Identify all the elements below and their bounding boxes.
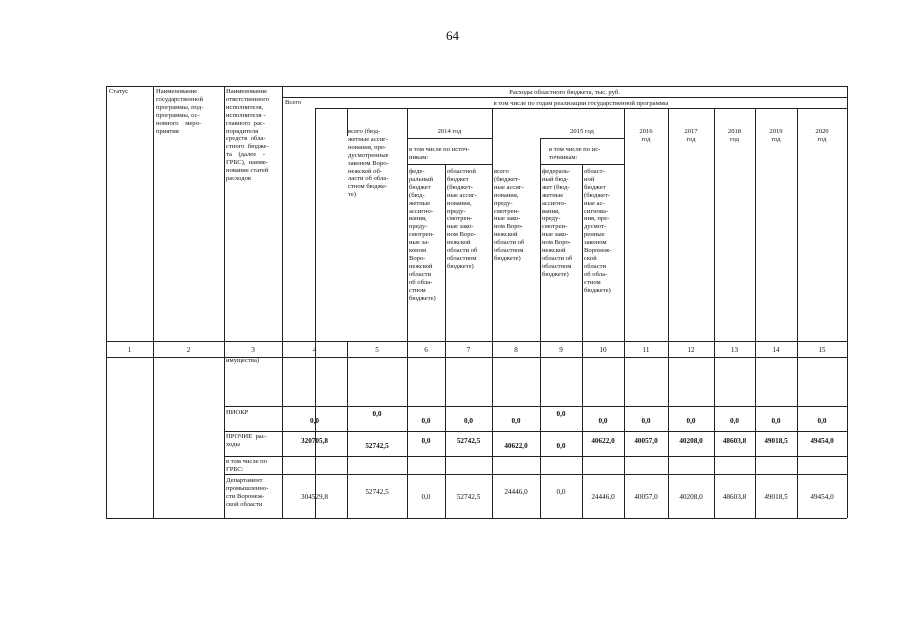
row-value: 0,0 <box>556 488 566 496</box>
colnum-10: 10 <box>599 346 607 354</box>
rule-v-9 <box>540 138 541 518</box>
row-value: 52742,5 <box>365 488 389 496</box>
colnum-4: 4 <box>312 346 317 354</box>
row-value: 0,0 <box>310 417 319 425</box>
header-expenses-title: Расходы областного бюджета, тыс. руб. <box>509 89 620 96</box>
row-value: 0,0 <box>641 417 651 425</box>
row-value: 0,0 <box>730 417 739 425</box>
row-value: 0,0 <box>421 417 431 425</box>
rule-row4 <box>224 474 847 475</box>
row-value: 40622,0 <box>591 437 615 445</box>
header-2020: 2020 год <box>815 128 829 143</box>
row-value: 48603,8 <box>722 437 747 445</box>
row-value: 40208,0 <box>679 493 703 501</box>
header-2015: 2015 год <box>570 128 594 135</box>
rule-top <box>106 86 847 87</box>
row-value: 49018,5 <box>764 437 788 445</box>
header-2017: 2017 год <box>684 128 698 143</box>
colnum-5: 5 <box>375 346 379 354</box>
header-federal-2015: федераль- ный бюд- жет (бюд- жетные ассигно- вания, преду- смотрен- ные зако- ном Воро- нежской области об областном бюджете) <box>542 168 573 278</box>
header-total: Всего <box>285 99 302 106</box>
colnum-15: 15 <box>818 346 826 354</box>
header-2015-all: всего (бюджет- ные ассиг- нования, преду- смотрен- ные зако- ном Воро- нежской области об областном бюджете) <box>494 168 525 262</box>
rule-v-13 <box>714 108 715 518</box>
row-value: 40208,0 <box>679 437 703 445</box>
header-2019: 2019 год <box>769 128 783 143</box>
colnum-2: 2 <box>186 346 191 354</box>
row-value: 0,0 <box>686 417 696 425</box>
row-value: 24446,0 <box>591 493 615 501</box>
row-value: 0,0 <box>421 493 431 501</box>
colnum-13: 13 <box>730 346 739 354</box>
row-value: 52742,5 <box>456 437 481 445</box>
colnum-14: 14 <box>772 346 780 354</box>
header-2016: 2016 год <box>639 128 653 143</box>
rule-v-3 <box>282 86 283 518</box>
header-by-sources-2014: в том числе по источ- никам: <box>409 146 470 161</box>
rule-v-right <box>847 86 848 518</box>
header-status: Статус <box>109 88 129 95</box>
header-2014: 2014 год <box>437 128 462 135</box>
rule-years-bottom <box>315 108 847 109</box>
rule-v-4 <box>315 108 316 518</box>
rule-v-left <box>106 86 107 518</box>
row-value: 49454,0 <box>810 437 834 445</box>
rule-v-10 <box>582 164 583 518</box>
header-executor: Наименование ответственного исполнителя, исполнителя - главного рас- порядителя средств обла- стного бюдже- та (далее - ГРБС), наиме- нование статей расходов <box>226 88 270 182</box>
row-value: 0,0 <box>421 437 431 445</box>
row-value: 304529,8 <box>301 493 328 501</box>
colnum-11: 11 <box>642 346 650 354</box>
header-2018: 2018 год <box>727 128 742 143</box>
header-regional-2014: областной бюджет (бюджет- ные ассиг- нования, преду- смотрен- ные зако- ном Воро- нежской области об областном бюджете) <box>447 168 478 270</box>
header-by-sources-2015: в том числе по ис- точникам: <box>549 146 601 161</box>
rule-sources <box>407 164 492 165</box>
row-value: 0,0 <box>511 417 521 425</box>
row-value: 48603,8 <box>722 493 747 501</box>
row-value: 0,0 <box>372 410 382 418</box>
row-label: НИОКР <box>226 409 249 416</box>
rule-v-8 <box>492 108 493 518</box>
row-value: 0,0 <box>556 410 566 418</box>
rule-year-2014 <box>407 138 492 139</box>
row-value: 49454,0 <box>810 493 834 501</box>
rule-header-bottom <box>106 341 847 342</box>
rule-colnum-bottom <box>106 357 847 358</box>
row-value: 49018,5 <box>764 493 788 501</box>
colnum-1: 1 <box>127 346 132 354</box>
rule-v-6 <box>407 108 408 518</box>
row-label: в том числе по ГРБС: <box>226 458 268 473</box>
row-value: 40622,0 <box>504 442 528 450</box>
rule-v-12 <box>668 108 669 518</box>
rule-bottom <box>106 518 847 519</box>
row-value: 0,0 <box>771 417 781 425</box>
colnum-6: 6 <box>424 346 428 354</box>
rule-v-14 <box>755 108 756 518</box>
row-value: 0,0 <box>598 417 608 425</box>
row-value: 24446,0 <box>504 488 528 496</box>
colnum-8: 8 <box>514 346 518 354</box>
header-2014-all: всего (бюд- жетные ассиг- нования, пре- дусмотренные законом Воро- нежской об- ласти об обла- стном бюдже- те) <box>348 128 389 199</box>
rule-row1 <box>224 406 847 407</box>
header-regional-2015: област- ной бюджет (бюджет- ные ас- сигнова- ния, пре- дусмот- ренные законом Воронеж- ской области об обла- стном бюджете) <box>584 168 612 294</box>
rule-title-bottom <box>282 97 847 98</box>
rule-row2 <box>224 431 847 432</box>
page-number: 64 <box>446 28 459 43</box>
row-value: 0,0 <box>556 442 566 450</box>
colnum-3: 3 <box>251 346 255 354</box>
row-label: Департамент промышленно- сти Воронеж- ской области <box>226 477 269 508</box>
row-value: 40057,0 <box>634 493 658 501</box>
row-label: ПРОЧИЕ рас- ходы <box>226 433 267 448</box>
row-value: 0,0 <box>817 417 827 425</box>
header-federal-2014: феде- ральный бюджет (бюд- жетные ассигно- вания, преду- смотрен- ные за- коном Воро- нежской области об обла- стном бюджете) <box>409 168 436 302</box>
rule-v-2 <box>224 86 225 518</box>
row-value: 40057,0 <box>634 437 658 445</box>
rule-v-11 <box>624 108 625 518</box>
colnum-9: 9 <box>559 346 563 354</box>
rule-year-2015 <box>540 138 624 139</box>
row-label: имущества) <box>226 357 260 364</box>
header-by-years: в том числе по годам реализации государственной программы <box>493 100 669 107</box>
colnum-12: 12 <box>687 346 695 354</box>
row-value: 52742,5 <box>456 493 481 501</box>
row-value: 320705,8 <box>301 437 328 445</box>
row-value: 0,0 <box>464 417 473 425</box>
header-program-name: Наименование государственной программы, под- программы, ос- новного меро- приятия <box>156 88 204 135</box>
colnum-7: 7 <box>466 346 471 354</box>
rule-row3 <box>224 456 847 457</box>
rule-v-7 <box>445 164 446 518</box>
row-value: 52742,5 <box>365 442 389 450</box>
rule-v-15 <box>797 108 798 518</box>
rule-v-1 <box>153 86 154 518</box>
